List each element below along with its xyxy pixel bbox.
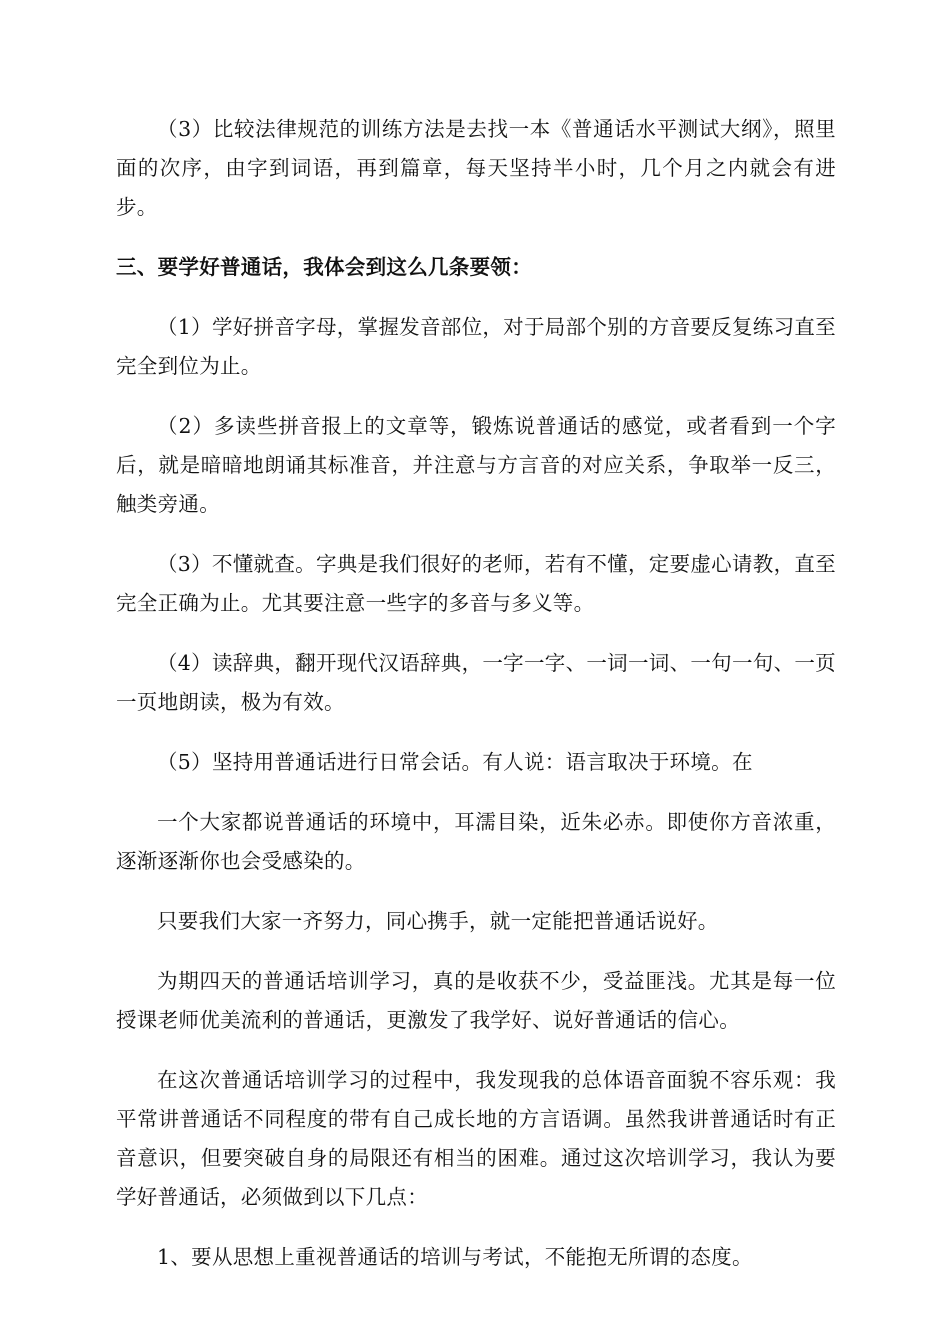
paragraph-self-assessment: 在这次普通话培训学习的过程中，我发现我的总体语音面貌不容乐观：我平常讲普通话不同程度的带有自己成长地的方言语调。虽然我讲普通话时有正音意识，但要突破自身的局限还有相当的困难。通过这次培训学习，我认为要学好普通话，必须做到以下几点： bbox=[116, 1068, 836, 1209]
paragraph-tip-5: （5）坚持用普通话进行日常会话。有人说：语言取决于环境。在 bbox=[157, 750, 753, 774]
paragraph-tip-5-continued: 一个大家都说普通话的环境中，耳濡目染，近朱必赤。即使你方音浓重，逐渐逐渐你也会受感染的。 bbox=[116, 810, 836, 873]
section-heading-3: 三、要学好普通话，我体会到这么几条要领： bbox=[116, 255, 532, 279]
document-page bbox=[116, 110, 836, 1298]
paragraph-conclusion: 只要我们大家一齐努力，同心携手，就一定能把普通话说好。 bbox=[157, 909, 719, 933]
paragraph-training-gains: 为期四天的普通话培训学习，真的是收获不少，受益匪浅。尤其是每一位授课老师优美流利的普通话，更激发了我学好、说好普通话的信心。 bbox=[116, 969, 836, 1032]
paragraph-tip-3: （3）不懂就查。字典是我们很好的老师，若有不懂，定要虚心请教，直至完全正确为止。尤其要注意一些字的多音与多义等。 bbox=[116, 552, 836, 615]
paragraph-method-3: （3）比较法律规范的训练方法是去找一本《普通话水平测试大纲》，照里面的次序，由字到词语，再到篇章，每天坚持半小时，几个月之内就会有进步。 bbox=[116, 117, 836, 219]
paragraph-point-1: 1、要从思想上重视普通话的培训与考试，不能抱无所谓的态度。 bbox=[157, 1245, 753, 1269]
paragraph-tip-4: （4）读辞典，翻开现代汉语辞典，一字一字、一词一词、一句一句、一页一页地朗读，极为有效。 bbox=[116, 651, 836, 714]
paragraph-tip-1: （1）学好拼音字母，掌握发音部位，对于局部个别的方音要反复练习直至完全到位为止。 bbox=[116, 315, 836, 378]
paragraph-tip-2: （2）多读些拼音报上的文章等，锻炼说普通话的感觉，或者看到一个字后，就是暗暗地朗诵其标准音，并注意与方言音的对应关系，争取举一反三，触类旁通。 bbox=[116, 414, 836, 516]
